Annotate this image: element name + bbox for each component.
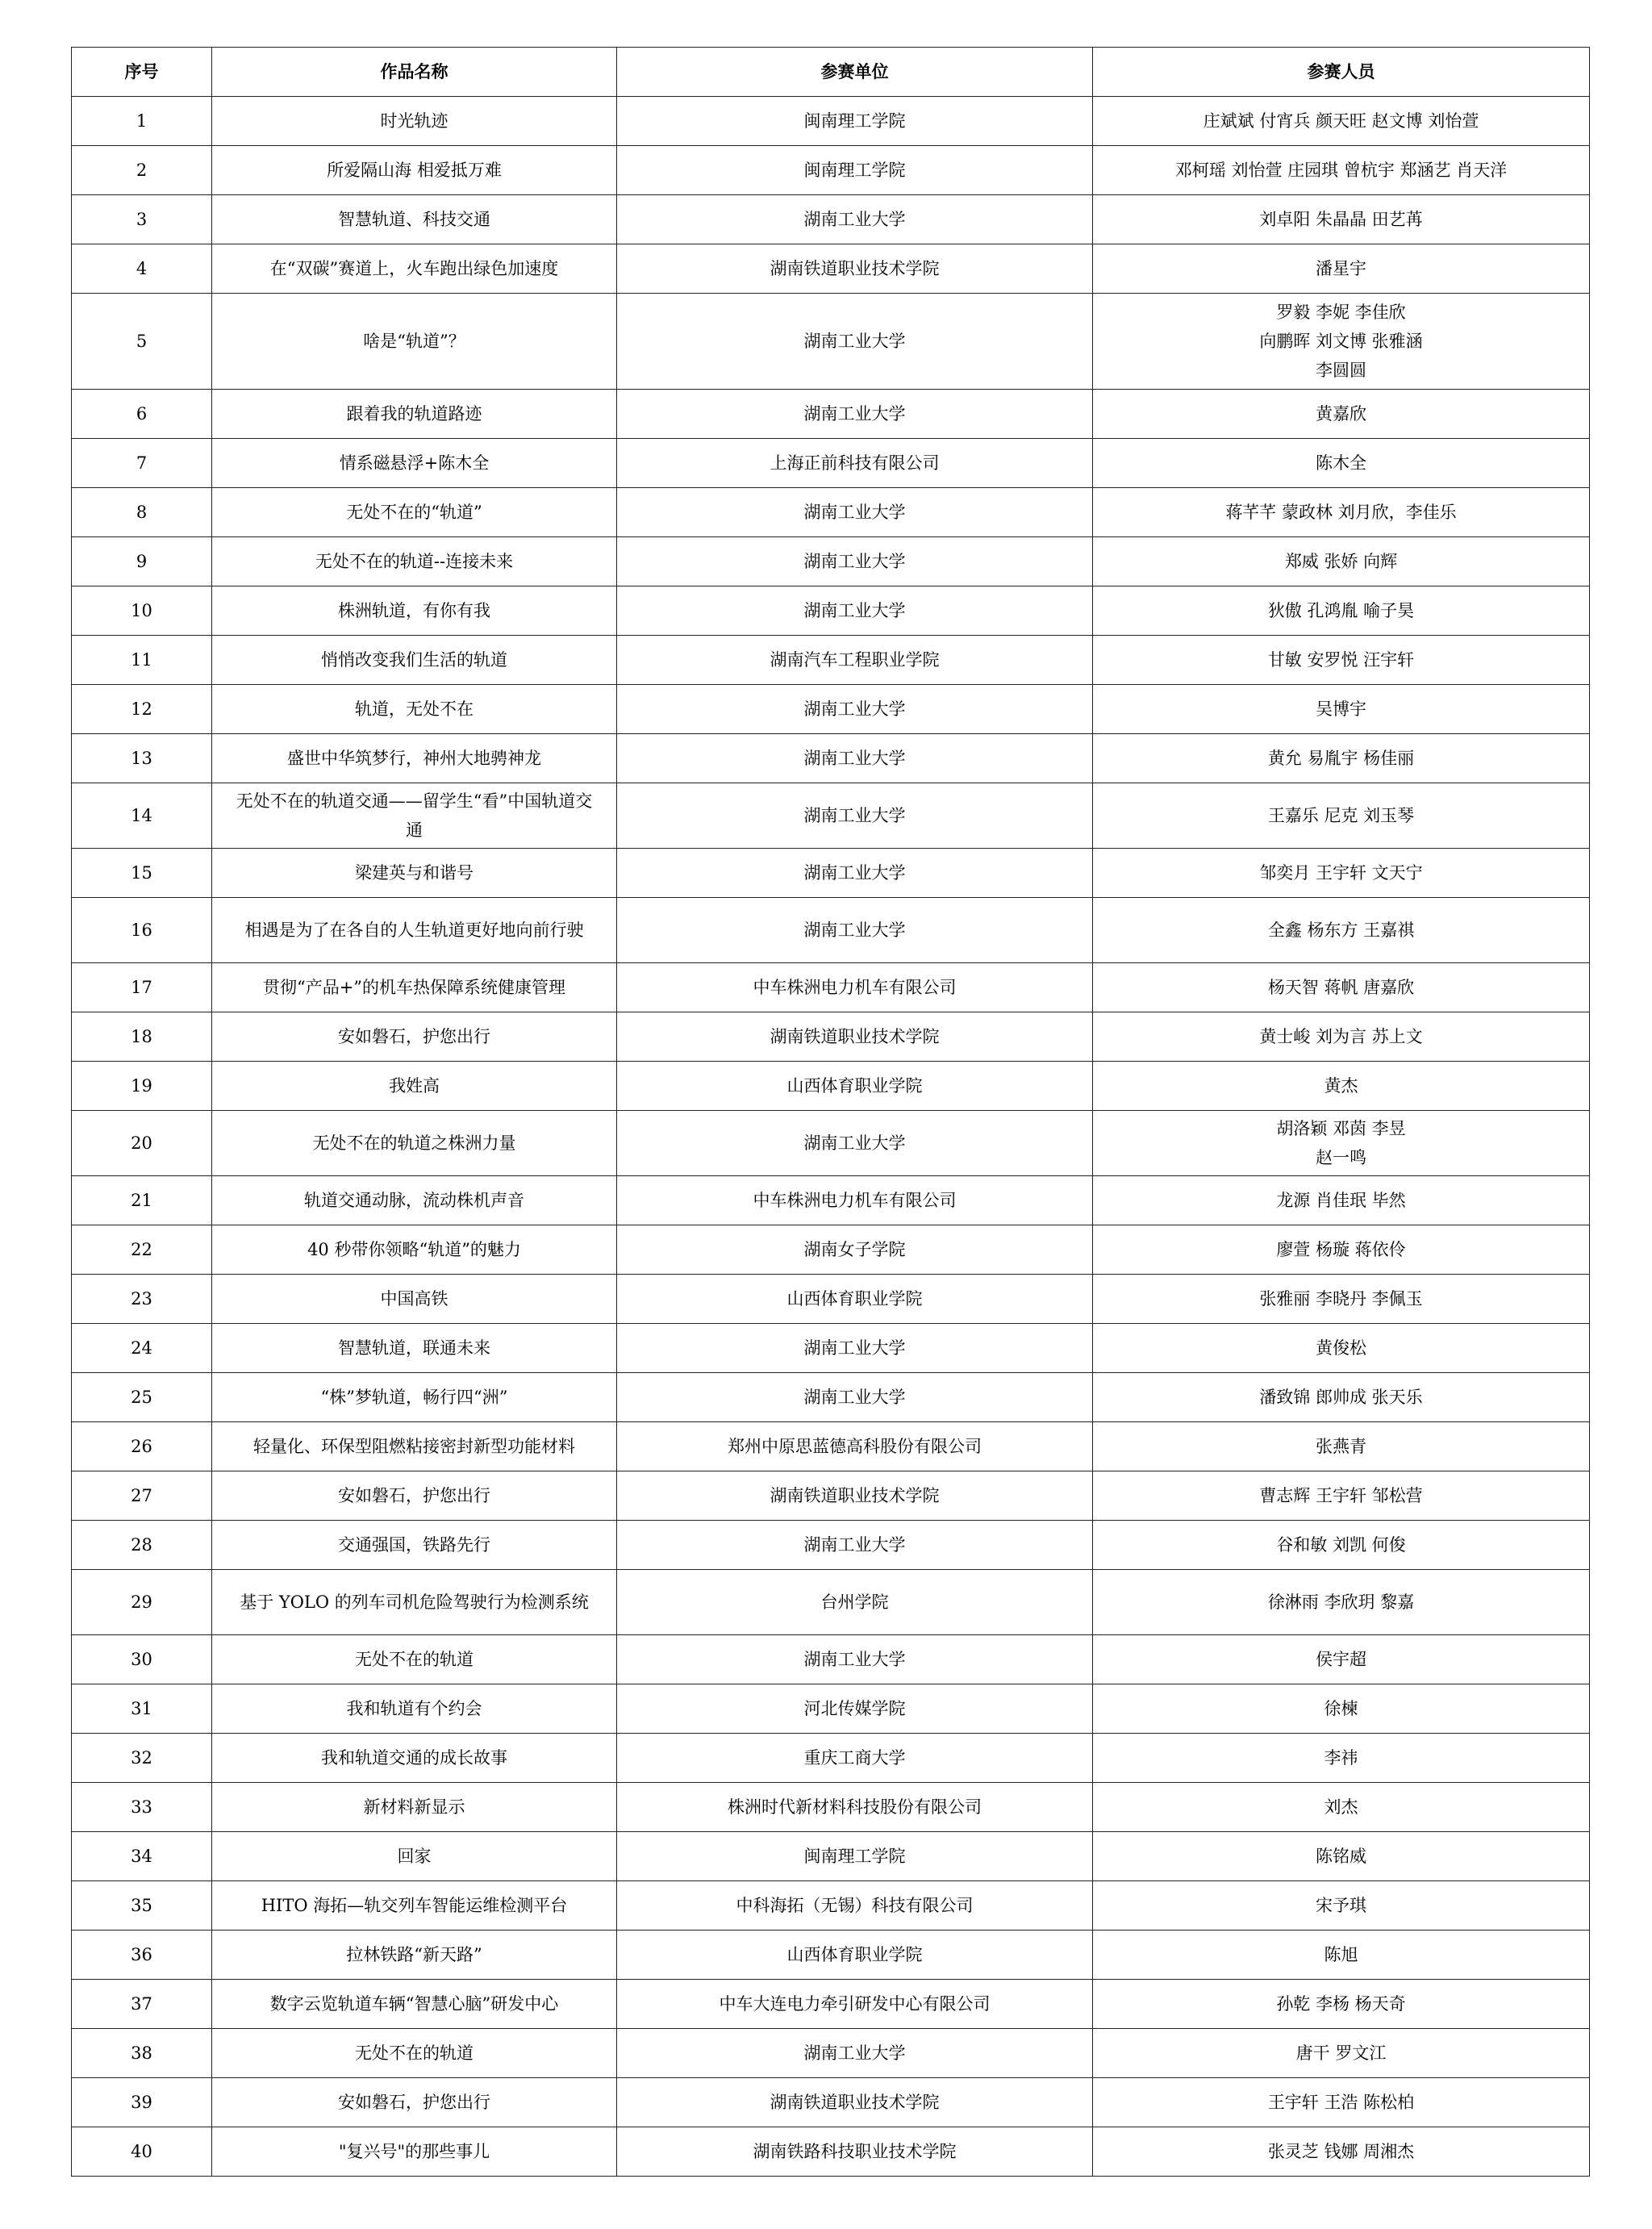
cell-work-title: 拉林铁路“新天路” [212,1931,617,1980]
cell-entrant-unit: 台州学院 [617,1570,1093,1635]
cell-work-title: 中国高铁 [212,1275,617,1324]
cell-participants: 王嘉乐 尼克 刘玉琴 [1093,783,1590,849]
cell-entrant-unit: 湖南工业大学 [617,849,1093,898]
table-row [72,1570,1590,1635]
cell-entrant-unit: 山西体育职业学院 [617,1062,1093,1111]
cell-entrant-unit: 湖南工业大学 [617,537,1093,586]
cell-work-title: 轨道交通动脉，流动株机声音 [212,1176,617,1225]
cell-entrant-unit: 中车大连电力牵引研发中心有限公司 [617,1980,1093,2029]
cell-entrant-unit: 中车株洲电力机车有限公司 [617,1176,1093,1225]
cell-work-title: 安如磐石，护您出行 [212,1471,617,1521]
cell-participants: 甘敏 安罗悦 汪宇轩 [1093,636,1590,685]
cell-participants: 龙源 肖佳珉 毕然 [1093,1176,1590,1225]
cell-participants: 刘杰 [1093,1783,1590,1832]
cell-entrant-unit: 湖南工业大学 [617,488,1093,537]
cell-entrant-unit: 湖南工业大学 [617,586,1093,636]
cell-work-title: 轻量化、环保型阻燃粘接密封新型功能材料 [212,1422,617,1471]
cell-work-title: 无处不在的轨道之株洲力量 [212,1111,617,1176]
cell-participants: 狄傲 孔鸿胤 喻子昊 [1093,586,1590,636]
cell-participants: 杨天智 蒋帆 唐嘉欣 [1093,963,1590,1012]
table-row [72,146,1590,195]
cell-work-title: 基于 YOLO 的列车司机危险驾驶行为检测系统 [212,1570,617,1635]
table-row [72,1980,1590,2029]
table-row [72,1783,1590,1832]
table-body [72,97,1590,2177]
cell-work-title: 轨道，无处不在 [212,685,617,734]
cell-participants: 胡洛颖 邓茵 李昱 赵一鸣 [1093,1111,1590,1176]
cell-participants: 吴博宇 [1093,685,1590,734]
cell-entrant-unit: 闽南理工学院 [617,1832,1093,1881]
cell-participants: 陈木全 [1093,439,1590,488]
cell-entrant-unit: 山西体育职业学院 [617,1931,1093,1980]
cell-serial-number: 40 [72,2127,212,2177]
cell-entrant-unit: 湖南工业大学 [617,1373,1093,1422]
entries-table [71,47,1590,2177]
cell-entrant-unit: 中车株洲电力机车有限公司 [617,963,1093,1012]
cell-serial-number: 31 [72,1684,212,1734]
cell-serial-number: 6 [72,390,212,439]
table-row [72,1111,1590,1176]
cell-participants: 曹志辉 王宇轩 邹松营 [1093,1471,1590,1521]
table-row [72,488,1590,537]
cell-entrant-unit: 闽南理工学院 [617,97,1093,146]
cell-work-title: 相遇是为了在各自的人生轨道更好地向前行驶 [212,898,617,963]
table-row [72,636,1590,685]
table-row [72,195,1590,244]
cell-work-title: "复兴号"的那些事儿 [212,2127,617,2177]
cell-participants: 庄斌斌 付宵兵 颜天旺 赵文博 刘怡萱 [1093,97,1590,146]
table-row [72,1521,1590,1570]
table-row [72,244,1590,294]
table-row [72,1635,1590,1684]
cell-entrant-unit: 湖南工业大学 [617,390,1093,439]
cell-participants: 张灵芝 钱娜 周湘杰 [1093,2127,1590,2177]
table-row [72,963,1590,1012]
cell-serial-number: 20 [72,1111,212,1176]
cell-work-title: 贯彻“产品+”的机车热保障系统健康管理 [212,963,617,1012]
table-row [72,1422,1590,1471]
table-row [72,294,1590,390]
cell-work-title: 无处不在的轨道 [212,1635,617,1684]
cell-participants: 侯宇超 [1093,1635,1590,1684]
cell-participants: 陈旭 [1093,1931,1590,1980]
cell-serial-number: 14 [72,783,212,849]
cell-work-title: 时光轨迹 [212,97,617,146]
table-row [72,1471,1590,1521]
cell-participants: 黄允 易胤宇 杨佳丽 [1093,734,1590,783]
cell-participants: 张燕青 [1093,1422,1590,1471]
cell-participants: 李祎 [1093,1734,1590,1783]
cell-serial-number: 2 [72,146,212,195]
cell-work-title: 我和轨道有个约会 [212,1684,617,1734]
cell-serial-number: 3 [72,195,212,244]
cell-entrant-unit: 郑州中原思蓝德高科股份有限公司 [617,1422,1093,1471]
cell-serial-number: 12 [72,685,212,734]
cell-work-title: “株”梦轨道，畅行四“洲” [212,1373,617,1422]
cell-serial-number: 38 [72,2029,212,2078]
cell-serial-number: 11 [72,636,212,685]
cell-entrant-unit: 湖南女子学院 [617,1225,1093,1275]
cell-participants: 徐淋雨 李欣玥 黎嘉 [1093,1570,1590,1635]
cell-work-title: 安如磐石，护您出行 [212,2078,617,2127]
table-row [72,1225,1590,1275]
table-row [72,849,1590,898]
table-row [72,390,1590,439]
cell-participants: 蒋芊芊 蒙政林 刘月欣，李佳乐 [1093,488,1590,537]
table-row [72,1324,1590,1373]
cell-work-title: HITO 海拓—轨交列车智能运维检测平台 [212,1881,617,1931]
cell-entrant-unit: 湖南工业大学 [617,898,1093,963]
cell-participants: 全鑫 杨东方 王嘉祺 [1093,898,1590,963]
cell-work-title: 新材料新显示 [212,1783,617,1832]
cell-participants: 黄俊松 [1093,1324,1590,1373]
cell-participants: 郑威 张娇 向辉 [1093,537,1590,586]
header-serial-number: 序号 [72,48,212,97]
cell-entrant-unit: 湖南工业大学 [617,1324,1093,1373]
cell-work-title: 所爱隔山海 相爱抵万难 [212,146,617,195]
cell-work-title: 株洲轨道，有你有我 [212,586,617,636]
cell-work-title: 无处不在的“轨道” [212,488,617,537]
cell-entrant-unit: 湖南铁道职业技术学院 [617,1471,1093,1521]
header-participants: 参赛人员 [1093,48,1590,97]
cell-serial-number: 28 [72,1521,212,1570]
cell-serial-number: 34 [72,1832,212,1881]
cell-work-title: 回家 [212,1832,617,1881]
table-row [72,1012,1590,1062]
cell-entrant-unit: 上海正前科技有限公司 [617,439,1093,488]
cell-participants: 邓柯瑶 刘怡萱 庄园琪 曾杭宇 郑涵艺 肖天洋 [1093,146,1590,195]
cell-participants: 潘星宇 [1093,244,1590,294]
cell-entrant-unit: 湖南工业大学 [617,1521,1093,1570]
table-row [72,1062,1590,1111]
cell-serial-number: 17 [72,963,212,1012]
cell-participants: 孙乾 李杨 杨天奇 [1093,1980,1590,2029]
cell-entrant-unit: 闽南理工学院 [617,146,1093,195]
cell-entrant-unit: 株洲时代新材料科技股份有限公司 [617,1783,1093,1832]
cell-entrant-unit: 湖南汽车工程职业学院 [617,636,1093,685]
cell-serial-number: 35 [72,1881,212,1931]
cell-work-title: 悄悄改变我们生活的轨道 [212,636,617,685]
cell-serial-number: 25 [72,1373,212,1422]
cell-participants: 潘致锦 郎帅成 张天乐 [1093,1373,1590,1422]
cell-work-title: 无处不在的轨道交通——留学生“看”中国轨道交 通 [212,783,617,849]
cell-work-title: 梁建英与和谐号 [212,849,617,898]
cell-serial-number: 16 [72,898,212,963]
cell-work-title: 40 秒带你领略“轨道”的魅力 [212,1225,617,1275]
cell-participants: 宋予琪 [1093,1881,1590,1931]
cell-entrant-unit: 湖南铁道职业技术学院 [617,244,1093,294]
cell-work-title: 盛世中华筑梦行，神州大地骋神龙 [212,734,617,783]
table-row [72,2078,1590,2127]
cell-serial-number: 18 [72,1012,212,1062]
cell-participants: 廖萱 杨璇 蒋依伶 [1093,1225,1590,1275]
table-row [72,1881,1590,1931]
cell-serial-number: 27 [72,1471,212,1521]
cell-participants: 谷和敏 刘凯 何俊 [1093,1521,1590,1570]
table-row [72,586,1590,636]
cell-serial-number: 24 [72,1324,212,1373]
cell-work-title: 智慧轨道，联通未来 [212,1324,617,1373]
table-row [72,1832,1590,1881]
table-row [72,685,1590,734]
cell-serial-number: 26 [72,1422,212,1471]
cell-work-title: 跟着我的轨道路迹 [212,390,617,439]
cell-entrant-unit: 湖南工业大学 [617,783,1093,849]
cell-participants: 张雅丽 李晓丹 李佩玉 [1093,1275,1590,1324]
table-row [72,1176,1590,1225]
cell-participants: 邹奕月 王宇轩 文天宁 [1093,849,1590,898]
cell-serial-number: 1 [72,97,212,146]
cell-serial-number: 33 [72,1783,212,1832]
cell-serial-number: 5 [72,294,212,390]
cell-participants: 黄杰 [1093,1062,1590,1111]
cell-entrant-unit: 湖南工业大学 [617,294,1093,390]
cell-serial-number: 7 [72,439,212,488]
competition-entries-sheet [71,47,1589,2177]
table-row [72,898,1590,963]
cell-work-title: 我和轨道交通的成长故事 [212,1734,617,1783]
cell-work-title: 在“双碳”赛道上，火车跑出绿色加速度 [212,244,617,294]
cell-entrant-unit: 湖南工业大学 [617,1635,1093,1684]
cell-entrant-unit: 湖南工业大学 [617,1111,1093,1176]
cell-serial-number: 21 [72,1176,212,1225]
table-row [72,783,1590,849]
header-entrant-unit: 参赛单位 [617,48,1093,97]
cell-serial-number: 36 [72,1931,212,1980]
cell-serial-number: 13 [72,734,212,783]
cell-participants: 黄嘉欣 [1093,390,1590,439]
cell-participants: 王宇轩 王浩 陈松柏 [1093,2078,1590,2127]
cell-serial-number: 10 [72,586,212,636]
cell-serial-number: 22 [72,1225,212,1275]
cell-work-title: 智慧轨道、科技交通 [212,195,617,244]
cell-serial-number: 29 [72,1570,212,1635]
cell-entrant-unit: 湖南工业大学 [617,2029,1093,2078]
cell-serial-number: 8 [72,488,212,537]
cell-work-title: 无处不在的轨道 [212,2029,617,2078]
table-row [72,1734,1590,1783]
cell-entrant-unit: 中科海拓（无锡）科技有限公司 [617,1881,1093,1931]
cell-work-title: 交通强国，铁路先行 [212,1521,617,1570]
table-row [72,1373,1590,1422]
cell-entrant-unit: 山西体育职业学院 [617,1275,1093,1324]
cell-serial-number: 32 [72,1734,212,1783]
cell-entrant-unit: 湖南铁道职业技术学院 [617,2078,1093,2127]
cell-participants: 黄士峻 刘为言 苏上文 [1093,1012,1590,1062]
table-row [72,734,1590,783]
cell-work-title: 情系磁悬浮+陈木全 [212,439,617,488]
table-row [72,2029,1590,2078]
table-row [72,1684,1590,1734]
header-work-title: 作品名称 [212,48,617,97]
cell-work-title: 安如磐石，护您出行 [212,1012,617,1062]
cell-serial-number: 30 [72,1635,212,1684]
cell-participants: 唐干 罗文江 [1093,2029,1590,2078]
table-row [72,97,1590,146]
cell-serial-number: 39 [72,2078,212,2127]
cell-entrant-unit: 湖南铁路科技职业技术学院 [617,2127,1093,2177]
cell-participants: 陈铭威 [1093,1832,1590,1881]
cell-participants: 罗毅 李妮 李佳欣 向鹏晖 刘文博 张雅涵 李圆圆 [1093,294,1590,390]
table-row [72,2127,1590,2177]
cell-entrant-unit: 湖南工业大学 [617,195,1093,244]
cell-work-title: 啥是“轨道”？ [212,294,617,390]
cell-entrant-unit: 湖南工业大学 [617,685,1093,734]
cell-work-title: 无处不在的轨道--连接未来 [212,537,617,586]
cell-work-title: 数字云览轨道车辆“智慧心脑”研发中心 [212,1980,617,2029]
table-row [72,439,1590,488]
table-row [72,1931,1590,1980]
cell-participants: 刘卓阳 朱晶晶 田艺苒 [1093,195,1590,244]
cell-serial-number: 19 [72,1062,212,1111]
cell-work-title: 我姓高 [212,1062,617,1111]
cell-entrant-unit: 河北传媒学院 [617,1684,1093,1734]
table-header-row [72,48,1590,97]
cell-serial-number: 9 [72,537,212,586]
table-row [72,1275,1590,1324]
cell-participants: 徐楝 [1093,1684,1590,1734]
cell-serial-number: 23 [72,1275,212,1324]
cell-serial-number: 4 [72,244,212,294]
cell-entrant-unit: 重庆工商大学 [617,1734,1093,1783]
cell-serial-number: 37 [72,1980,212,2029]
cell-serial-number: 15 [72,849,212,898]
cell-entrant-unit: 湖南铁道职业技术学院 [617,1012,1093,1062]
cell-entrant-unit: 湖南工业大学 [617,734,1093,783]
table-row [72,537,1590,586]
